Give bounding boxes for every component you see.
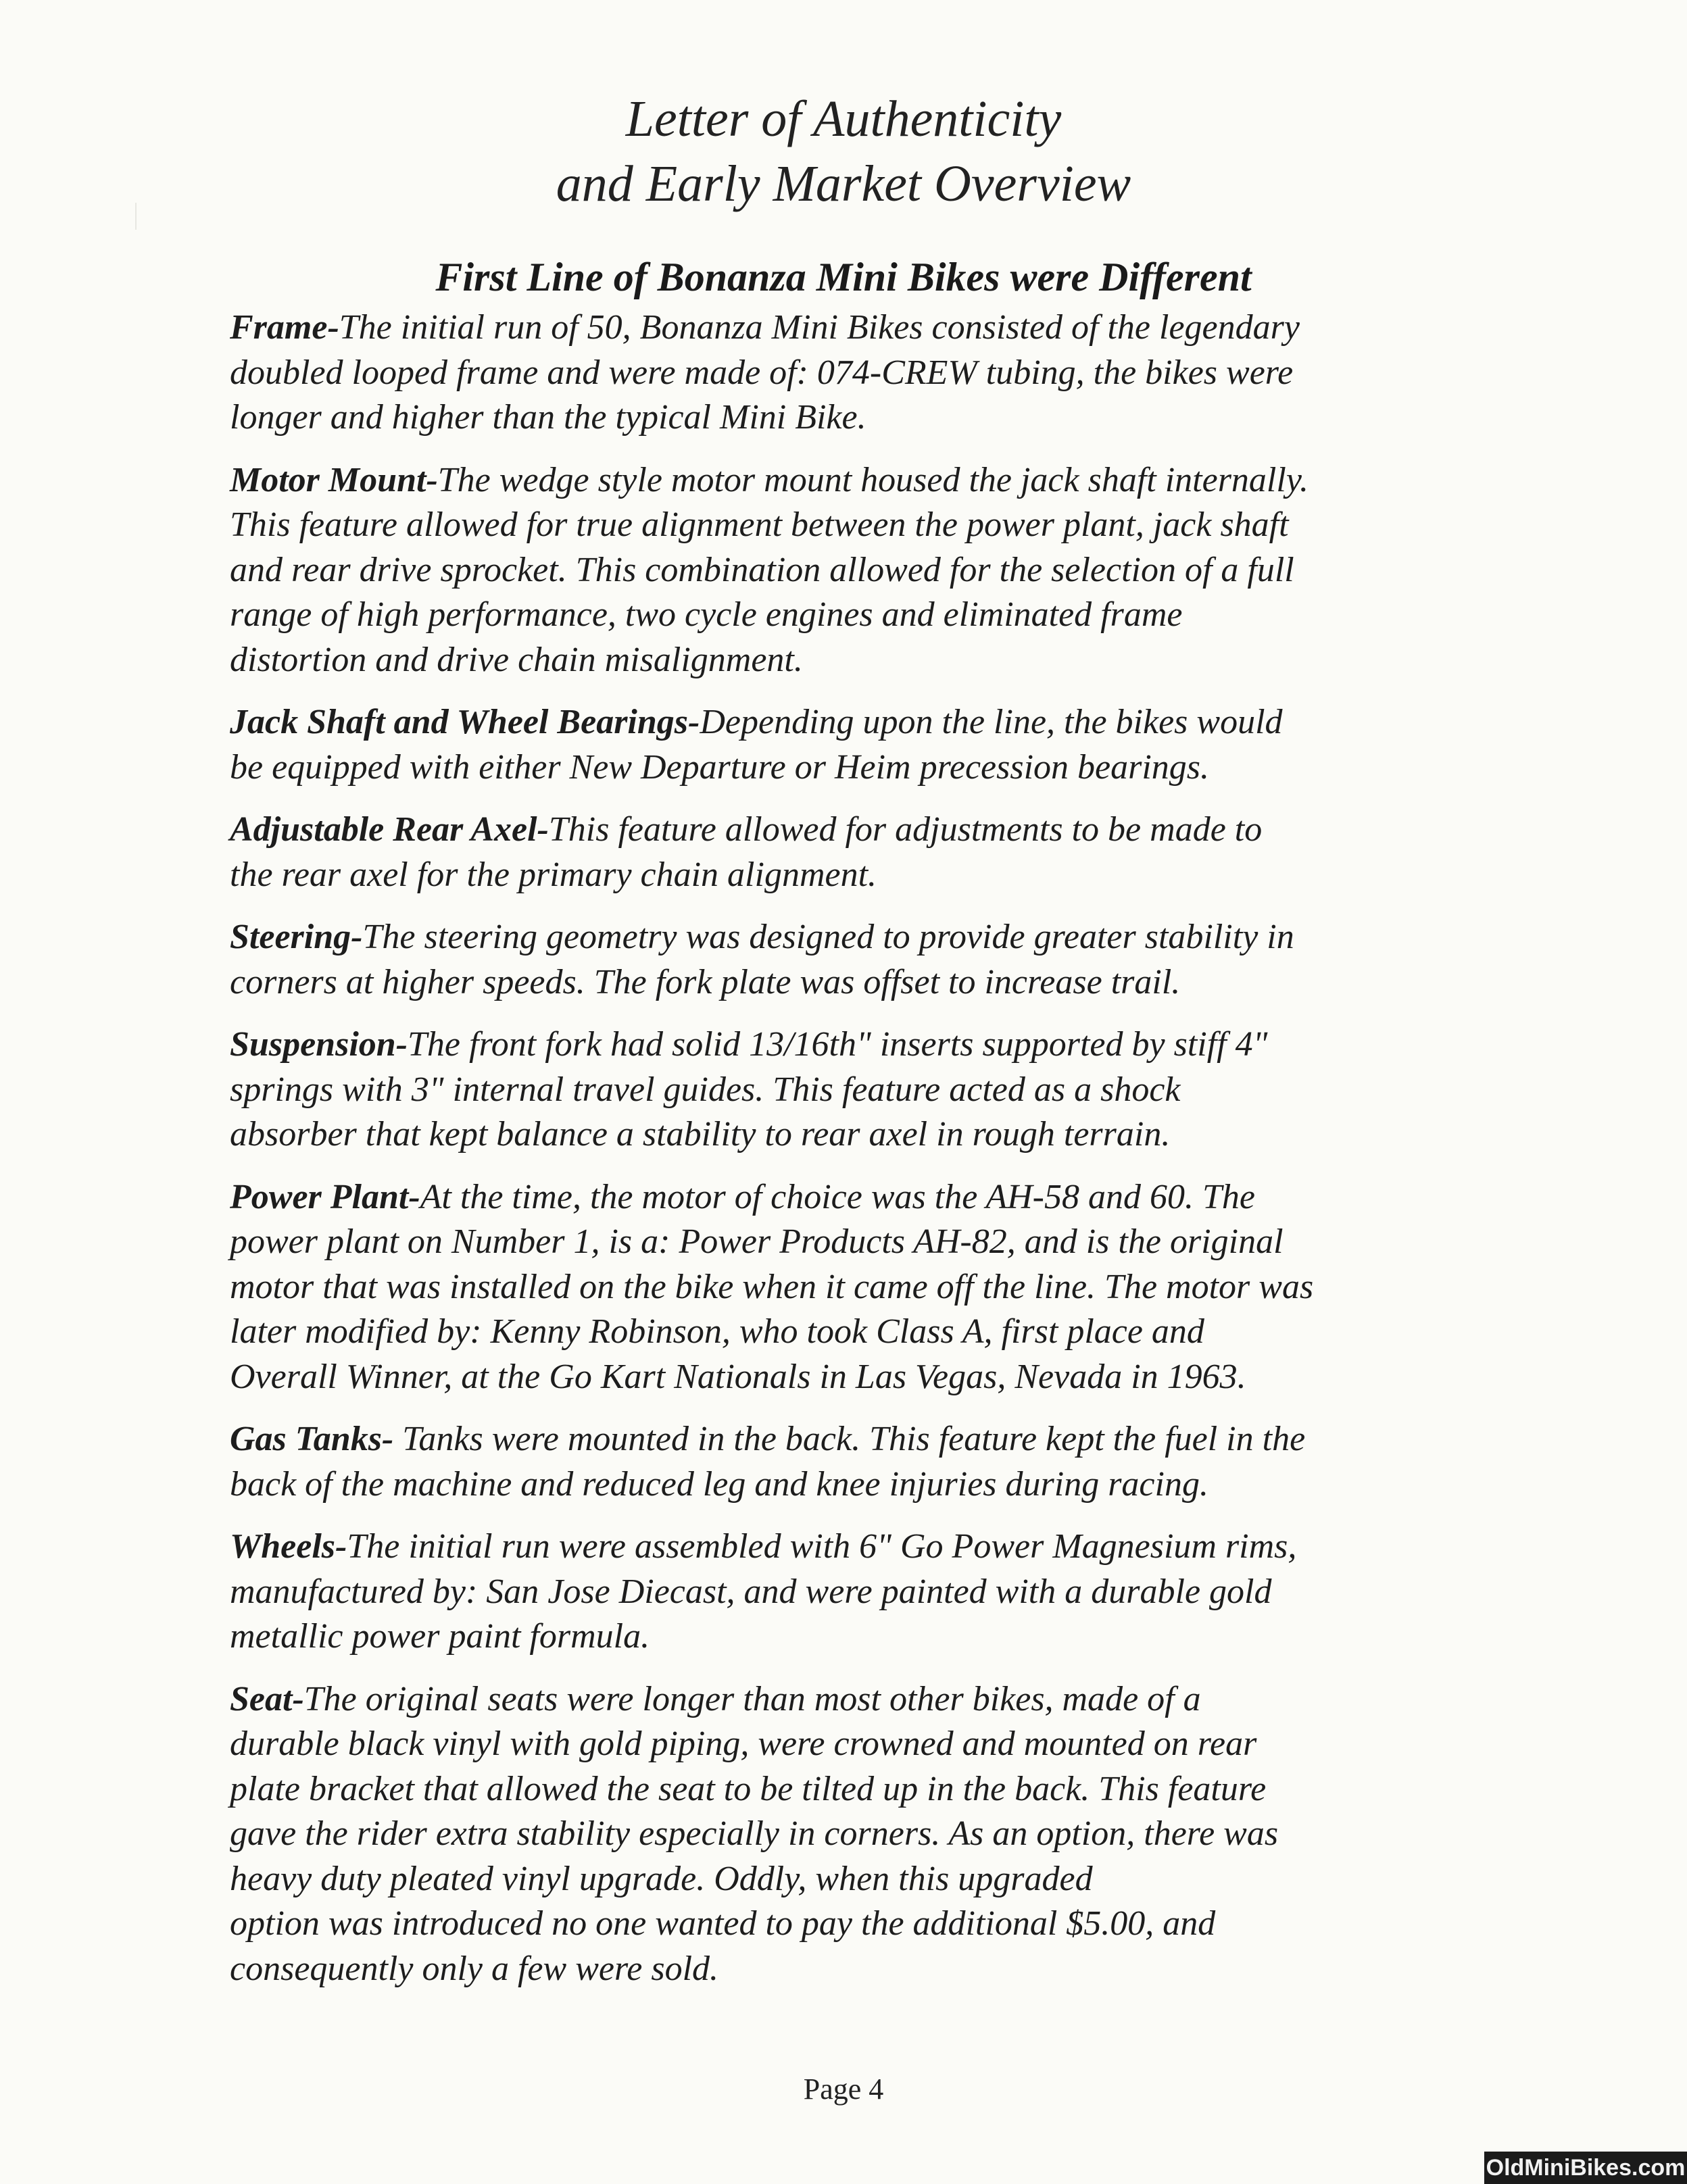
section-line — [230, 1902, 1460, 1947]
section-line — [230, 853, 1460, 898]
section-line — [230, 638, 1460, 683]
section-title: Jack Shaft and Wheel Bearings- — [230, 703, 700, 741]
feature-section — [230, 305, 1460, 441]
page-number: Page 4 — [803, 2073, 884, 2106]
section-text: option was introduced no one wanted to pay the additional $5.00, and — [230, 1904, 1216, 1943]
section-line — [230, 305, 1460, 351]
feature-section — [230, 1524, 1460, 1660]
section-text: metallic power paint formula. — [230, 1617, 650, 1656]
section-line — [230, 1524, 1460, 1570]
section-line — [230, 593, 1460, 638]
section-text: be equipped with either New Departure or Heim precession bearings. — [230, 747, 1210, 787]
section-text: doubled looped frame and were made of: 074-CREW tubing, the bikes were — [230, 353, 1294, 392]
section-text: consequently only a few were sold. — [230, 1949, 719, 1988]
section-line — [230, 1175, 1460, 1220]
section-title: Power Plant- — [230, 1177, 420, 1216]
section-title: Frame- — [230, 308, 339, 347]
section-line — [230, 458, 1460, 503]
section-title: Adjustable Rear Axel- — [230, 810, 549, 849]
section-text: back of the machine and reduced leg and knee injuries during racing. — [230, 1464, 1208, 1504]
section-line — [230, 548, 1460, 593]
section-line — [230, 745, 1460, 791]
section-text: At the time, the motor of choice was the AH-58 and 60. The — [420, 1177, 1255, 1216]
section-text: The steering geometry was designed to provide greater stability in — [362, 918, 1294, 956]
section-text: power plant on Number 1, is a: Power Products AH-82, and is the original — [230, 1222, 1283, 1261]
section-line — [230, 1112, 1460, 1158]
section-text: The initial run were assembled with 6" Go Power Magnesium rims, — [347, 1527, 1297, 1566]
section-line — [230, 1614, 1460, 1660]
section-text: plate bracket that allowed the seat to be tilted up in the back. This feature — [230, 1769, 1267, 1808]
feature-section — [230, 458, 1460, 683]
section-text: absorber that kept balance a stability to rear axel in rough terrain. — [230, 1115, 1171, 1153]
section-text: distortion and drive chain misalignment. — [230, 640, 803, 679]
title-line-2: and Early Market Overview — [556, 155, 1131, 212]
feature-section — [230, 700, 1460, 790]
section-line — [230, 1355, 1460, 1400]
section-text: Depending upon the line, the bikes would — [700, 703, 1283, 741]
section-line — [230, 915, 1460, 960]
section-line — [230, 1265, 1460, 1310]
feature-section — [230, 915, 1460, 1005]
section-line — [230, 1722, 1460, 1767]
section-title: Gas Tanks- — [230, 1420, 394, 1458]
section-text: the rear axel for the primary chain alignment. — [230, 855, 877, 894]
section-title: Motor Mount- — [230, 460, 438, 499]
section-text: gave the rider extra stability especially in corners. As an option, there was — [230, 1814, 1279, 1853]
title-line-1: Letter of Authenticity — [625, 91, 1062, 147]
section-line — [230, 1022, 1460, 1068]
section-line — [230, 960, 1460, 1006]
section-line — [230, 1310, 1460, 1355]
section-line — [230, 1767, 1460, 1812]
section-line — [230, 1462, 1460, 1508]
section-text: The wedge style motor mount housed the jack shaft internally. — [437, 460, 1309, 499]
section-text: heavy duty pleated vinyl upgrade. Oddly, when this upgraded — [230, 1859, 1093, 1898]
feature-section — [230, 808, 1460, 897]
section-line — [230, 395, 1460, 441]
section-text: The initial run of 50, Bonanza Mini Bikes consisted of the legendary — [339, 308, 1300, 347]
section-line — [230, 808, 1460, 853]
section-title: Suspension- — [230, 1025, 408, 1064]
section-text: range of high performance, two cycle engines and eliminated frame — [230, 595, 1183, 634]
section-text: and rear drive sprocket. This combination allowed for the selection of a full — [230, 550, 1294, 589]
section-line — [230, 1812, 1460, 1857]
section-title: Wheels- — [230, 1527, 347, 1566]
section-text: The original seats were longer than most other bikes, made of a — [303, 1679, 1201, 1718]
section-text: This feature allowed for true alignment between the power plant, jack shaft — [230, 505, 1289, 544]
section-text: later modified by: Kenny Robinson, who took Class A, first place and — [230, 1312, 1204, 1351]
section-line — [230, 1570, 1460, 1615]
section-text: corners at higher speeds. The fork plate was offset to increase trail. — [230, 962, 1181, 1001]
feature-section — [230, 1677, 1460, 1992]
section-text: Tanks were mounted in the back. This feature kept the fuel in the — [393, 1420, 1306, 1458]
section-text: Overall Winner, at the Go Kart Nationals in Las Vegas, Nevada in 1963. — [230, 1357, 1246, 1396]
section-text: This feature allowed for adjustments to be made to — [548, 810, 1263, 849]
section-text: longer and higher than the typical Mini Bike. — [230, 398, 866, 437]
section-text: springs with 3" internal travel guides. This feature acted as a shock — [230, 1070, 1181, 1109]
feature-section — [230, 1022, 1460, 1158]
site-watermark: OldMiniBikes.com — [1484, 2152, 1687, 2184]
document-title — [0, 86, 1687, 216]
section-line — [230, 700, 1460, 745]
feature-section — [230, 1175, 1460, 1400]
section-line — [230, 351, 1460, 396]
section-title: Steering- — [230, 918, 363, 956]
section-line — [230, 1857, 1460, 1902]
section-line — [230, 1417, 1460, 1462]
document-subheading: First Line of Bonanza Mini Bikes were Different — [435, 255, 1252, 299]
section-title: Seat- — [230, 1679, 304, 1718]
feature-section — [230, 1417, 1460, 1507]
section-text: manufactured by: San Jose Diecast, and were painted with a durable gold — [230, 1572, 1272, 1611]
section-line — [230, 1677, 1460, 1722]
section-line — [230, 1068, 1460, 1113]
section-line — [230, 503, 1460, 548]
section-line — [230, 1220, 1460, 1265]
section-text: The front fork had solid 13/16th" inserts supported by stiff 4" — [408, 1025, 1268, 1064]
section-text: motor that was installed on the bike when it came off the line. The motor was — [230, 1267, 1314, 1306]
document-body — [230, 305, 1460, 2009]
section-text: durable black vinyl with gold piping, were crowned and mounted on rear — [230, 1724, 1257, 1763]
section-line — [230, 1947, 1460, 1992]
